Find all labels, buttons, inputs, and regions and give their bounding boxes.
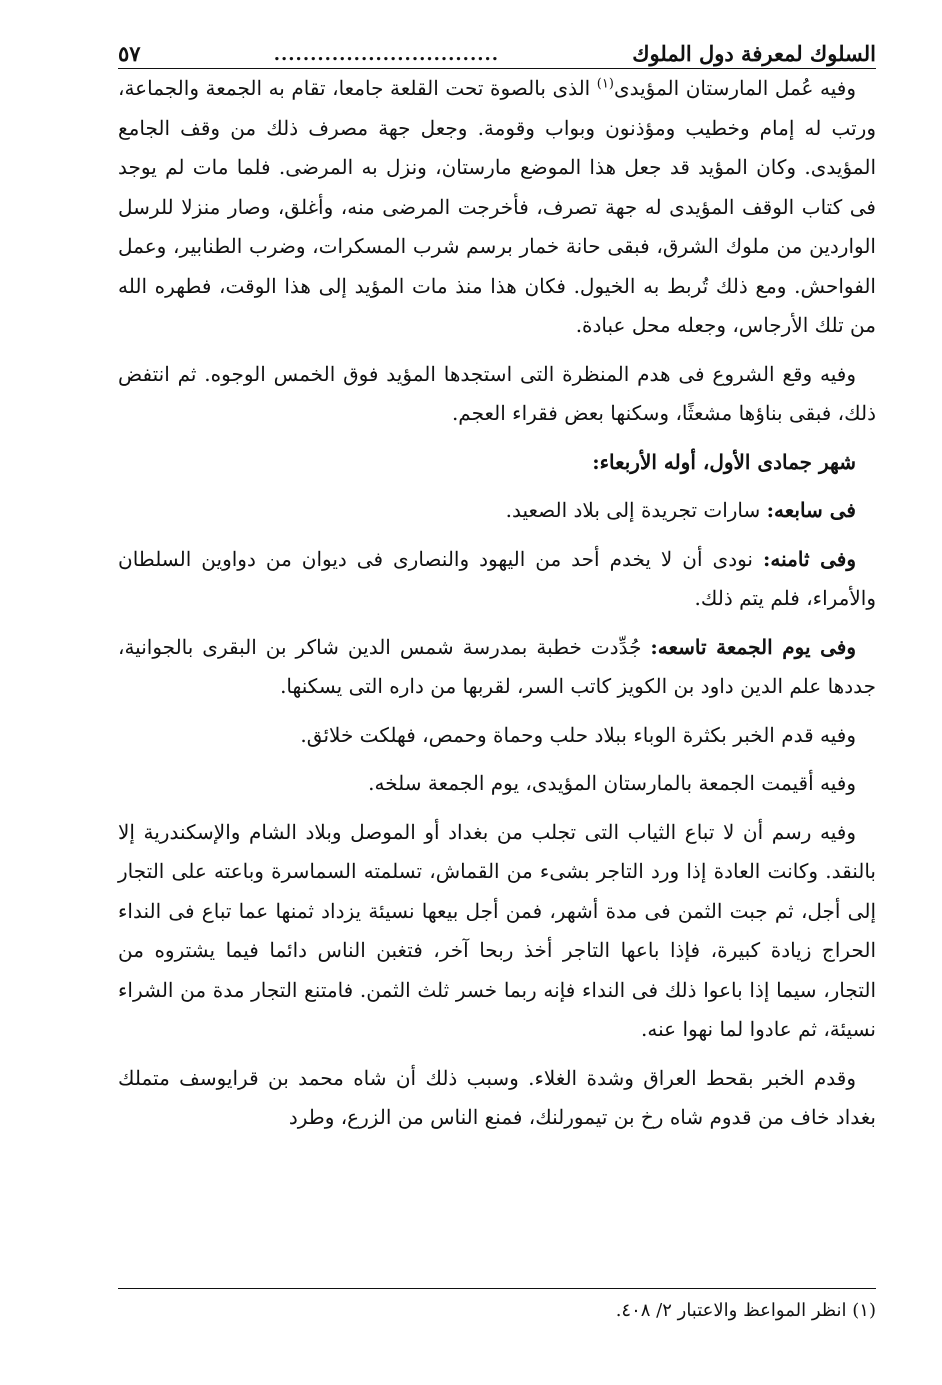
paragraph-iraq-famine: وقدم الخبر بقحط العراق وشدة الغلاء. وسبب ذلك أن شاه محمد بن قرايوسف متملك بغداد خاف من قدوم شاه رخ بن تيمورلنك، فمنع الناس من الزرع، وطرد bbox=[118, 1065, 876, 1129]
paragraph-manzara: وفيه وقع الشروع فى هدم المنظرة التى استجدها المؤيد فوق الخمس الوجوه. ثم انتفض ذلك، فبقى بناؤها مشعثًا، وسكنها بعض فقراء العجم. bbox=[118, 361, 876, 425]
footnote-text: انظر المواعظ والاعتبار ٢/ ٤٠٨. bbox=[615, 1300, 853, 1321]
leader-dots: ............................... bbox=[273, 46, 500, 64]
entry-date: وفى ثامنه: bbox=[763, 546, 856, 571]
paragraph-friday-prayer: وفيه أقيمت الجمعة بالمارستان المؤيدى، يوم الجمعة سلخه. bbox=[368, 771, 856, 795]
footnote bbox=[118, 1296, 876, 1326]
footnote-marker: (١) bbox=[852, 1300, 876, 1321]
page-number: ٥٧ bbox=[118, 41, 141, 66]
paragraph-mosque-hospital bbox=[118, 69, 876, 346]
paragraph-text: الذى بالصوة تحت القلعة جامعا، تقام به الجمعة والجماعة، ورتب له إمام وخطيب ومؤذنون وبواب وقومة. وجعل جهة مصرف ذلك من وقف الجامع المؤيدى. وكان المؤيد قد جعل هذا الموضع مارستان، ونزل به المرضى. فلما مات لم يوجد فى كتاب الوقف المؤيدى له جهة تصرف، فأخرجت المرضى منه، وأغلق، وصار منزلا للرسل الواردين من ملوك الشرق، فبقى حانة خمار برسم شرب المسكرات، وضرب الطنابير، وعمل الفواحش. ومع ذلك تُربط به الخيول. فكان هذا منذ مات المؤيد إلى هذا الوقت، فطهره الله من تلك الأرجاس، وجعله محل عبادة. bbox=[118, 76, 877, 337]
paragraph-plague: وفيه قدم الخبر بكثرة الوباء ببلاد حلب وحماة وحمص، فهلكت خلائق. bbox=[300, 722, 856, 747]
paragraph-textile-trade: وفيه رسم أن لا تباع الثياب التى تجلب من بغداد أو الموصل وبلاد الشام والإسكندرية إلا بالنقد. وكانت العادة إذا ورد التاجر بشىء من القماش، تسلمته السماسرة وباعته على التجار إلى أجل، ثم جبت الثمن فى مدة أشهر، فمن أجل بيعها نسيئة يزداد ثمنها عما تباع فى النداء الحراج زيادة كبيرة، فإذا باعها التاجر أخذ ربحا آخر، فتغبن الناس دائما فيما يشتروه من التجار، سيما إذا باعوا ذلك فى النداء فإنه ربما خسر ثلث الثمن. فامتنع التجار مدة من الشراء نسيئة، ثم عادوا لما نهوا عنه. bbox=[118, 819, 876, 1041]
entry-text: سارات تجريدة إلى بلاد الصعيد. bbox=[505, 498, 767, 522]
running-title: السلوك لمعرفة دول الملوك bbox=[632, 41, 876, 66]
entry-ninth bbox=[118, 628, 876, 707]
entry-date: وفى يوم الجمعة تاسعه: bbox=[650, 634, 856, 659]
month-heading: شهر جمادى الأول، أوله الأربعاء: bbox=[592, 449, 856, 474]
entry-text: جُدِّدت خطبة بمدرسة شمس الدين شاكر بن البقرى بالجوانية، جددها علم الدين داود بن الكويز كاتب السر، لقربها من داره التى يسكنها. bbox=[118, 634, 876, 698]
footnote-reference: (١) bbox=[596, 76, 614, 92]
entry-eighth bbox=[118, 540, 876, 619]
book-page bbox=[118, 28, 876, 1138]
footnote-rule bbox=[118, 1288, 876, 1289]
running-header bbox=[118, 28, 876, 69]
paragraph-text: وفيه عُمل المارستان المؤيدى bbox=[613, 76, 856, 100]
entry-text: نودى أن لا يخدم أحد من اليهود والنصارى فى ديوان من دواوين السلطان والأمراء، فلم يتم ذلك. bbox=[118, 546, 876, 610]
entry-seventh bbox=[118, 491, 856, 531]
entry-date: فى سابعه: bbox=[766, 498, 856, 522]
